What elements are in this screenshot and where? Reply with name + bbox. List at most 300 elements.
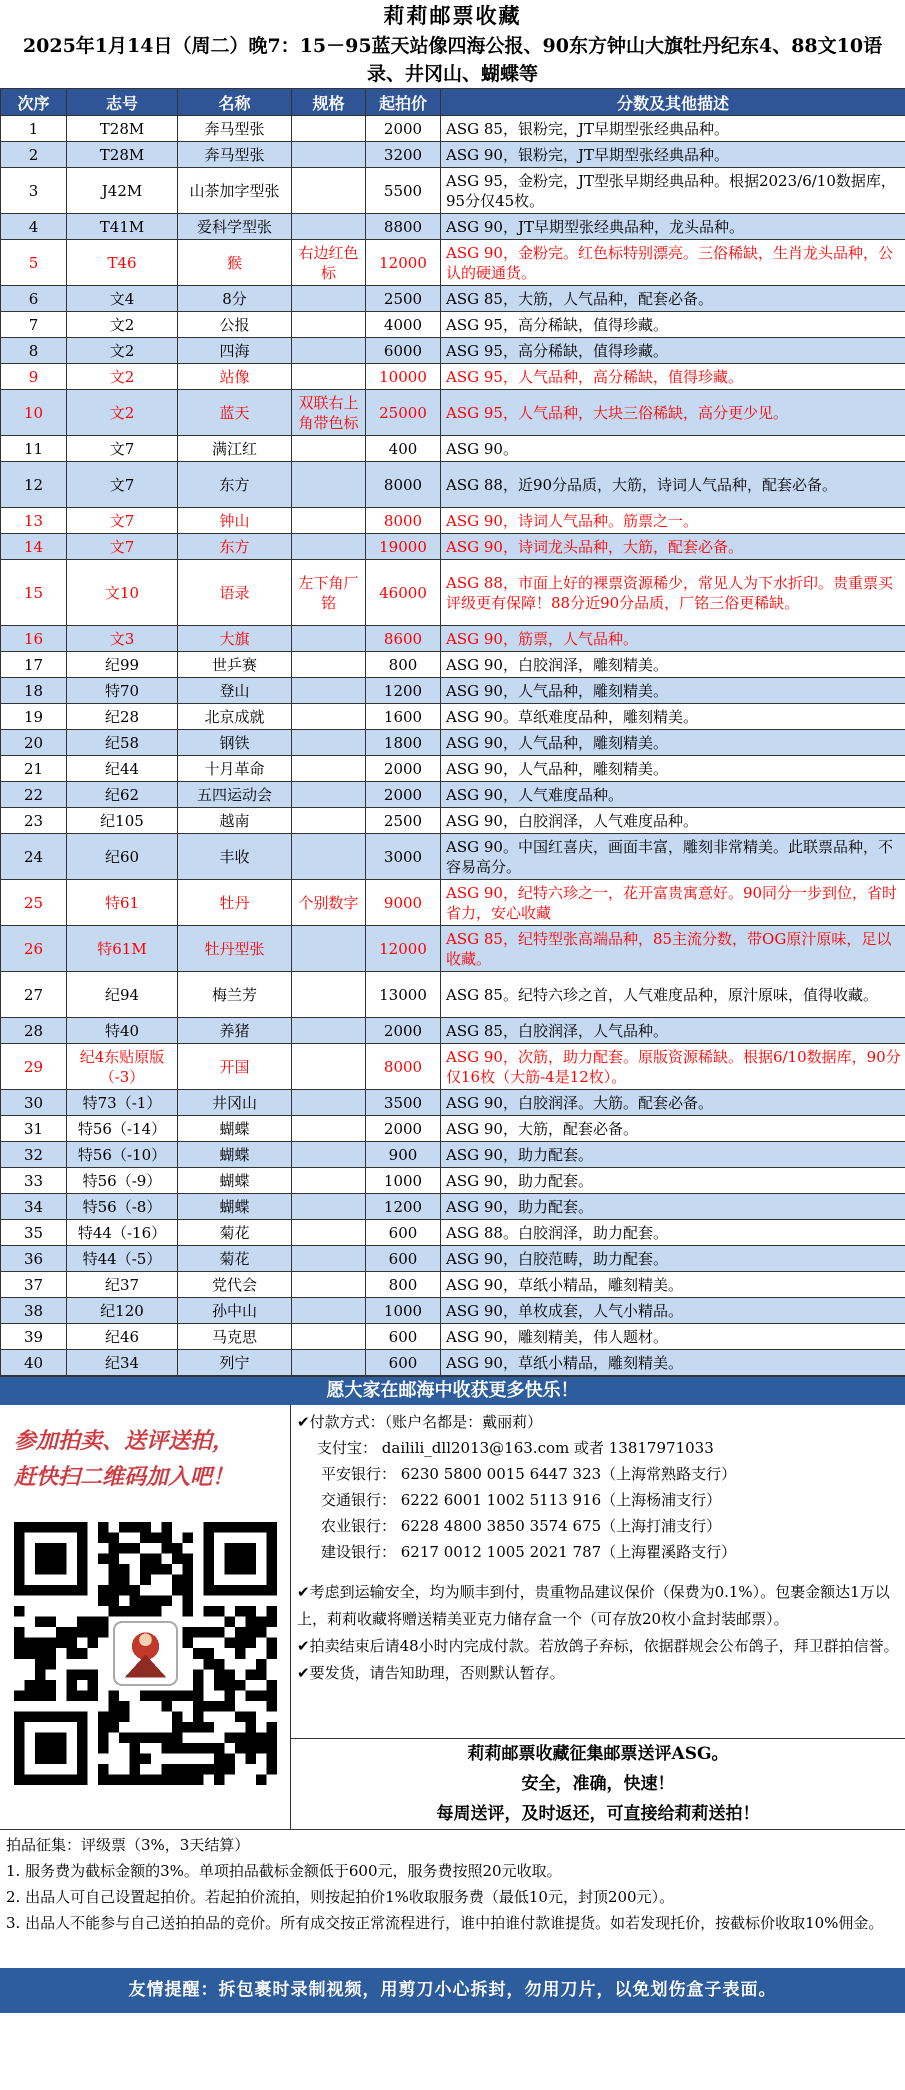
row-name: 丰收 [178,834,292,880]
row-spec [292,1298,366,1324]
row-order: 16 [1,626,67,652]
bank-line: 交通银行： 6222 6001 1002 5113 916（上海杨浦支行） [321,1491,722,1509]
row-desc: ASG 90。 [441,436,905,462]
row-price: 800 [366,1272,441,1298]
row-code: 文4 [67,286,178,312]
table-row [1,534,905,560]
table-row [1,1324,905,1350]
row-desc: ASG 90，人气品种，雕刻精美。 [441,756,905,782]
row-price: 2500 [366,286,441,312]
row-order: 29 [1,1044,67,1090]
row-code: 纪37 [67,1272,178,1298]
row-name: 8分 [178,286,292,312]
table-row [1,508,905,534]
row-code: 特56（-8） [67,1194,178,1220]
table-row [1,560,905,626]
row-name: 牡丹 [178,880,292,926]
row-order: 19 [1,704,67,730]
row-name: 钢铁 [178,730,292,756]
row-desc: ASG 90，诗词人气品种。筋票之一。 [441,508,905,534]
row-spec [292,1220,366,1246]
row-name: 越南 [178,808,292,834]
row-code: 纪34 [67,1350,178,1376]
row-price: 1600 [366,704,441,730]
row-price: 3200 [366,142,441,168]
row-spec [292,1142,366,1168]
row-order: 12 [1,462,67,508]
row-order: 38 [1,1298,67,1324]
row-price: 8000 [366,462,441,508]
row-desc: ASG 90，人气品种，雕刻精美。 [441,730,905,756]
row-code: 文7 [67,436,178,462]
row-code: 文7 [67,462,178,508]
row-spec [292,972,366,1018]
row-spec: 左下角厂铭 [292,560,366,626]
shipping-note: ✔考虑到运输安全，均为顺丰到付，贵重物品建议保价（保费为0.1%）。包裹金额达1万以上，莉莉收藏将赠送精美亚克力储存盒一个（可存放20枚小盒封装邮票）。 [297,1583,890,1628]
row-code: 文2 [67,364,178,390]
row-code: 纪120 [67,1298,178,1324]
row-name: 语录 [178,560,292,626]
row-desc: ASG 90，雕刻精美，伟人题材。 [441,1324,905,1350]
row-code: 特70 [67,678,178,704]
table-row [1,436,905,462]
bank-line: 平安银行： 6230 5800 0015 6447 323（上海常熟路支行） [321,1465,737,1483]
row-desc: ASG 90，助力配套。 [441,1194,905,1220]
row-name: 蝴蝶 [178,1142,292,1168]
row-price: 10000 [366,364,441,390]
row-code: 文2 [67,390,178,436]
row-name: 开国 [178,1044,292,1090]
row-order: 1 [1,116,67,142]
table-row [1,756,905,782]
table-row [1,240,905,286]
row-desc: ASG 88。白胶润泽，助力配套。 [441,1220,905,1246]
row-code: 特56（-14） [67,1116,178,1142]
row-spec [292,1324,366,1350]
row-code: 纪58 [67,730,178,756]
table-row [1,1246,905,1272]
row-spec [292,808,366,834]
row-spec [292,534,366,560]
table-row [1,704,905,730]
row-name: 党代会 [178,1272,292,1298]
row-code: 特56（-9） [67,1168,178,1194]
row-order: 22 [1,782,67,808]
row-desc: ASG 90，大筋，配套必备。 [441,1116,905,1142]
table-row [1,1044,905,1090]
col-header-desc: 分数及其他描述 [441,89,905,116]
row-order: 34 [1,1194,67,1220]
row-spec [292,462,366,508]
table-row [1,1018,905,1044]
auction-table [0,88,905,1376]
row-order: 17 [1,652,67,678]
table-row [1,1220,905,1246]
row-order: 39 [1,1324,67,1350]
row-price: 9000 [366,880,441,926]
row-order: 26 [1,926,67,972]
row-name: 蝴蝶 [178,1116,292,1142]
row-desc: ASG 90，纪特六珍之一，花开富贵寓意好。90同分一步到位，省时省力，安心收藏 [441,880,905,926]
row-code: 纪44 [67,756,178,782]
col-header-price: 起拍价 [366,89,441,116]
bank-line: 农业银行： 6228 4800 3850 3574 675（上海打浦支行） [321,1517,722,1535]
row-desc: ASG 90，白胶范畴，助力配套。 [441,1246,905,1272]
row-spec [292,286,366,312]
row-name: 世乒赛 [178,652,292,678]
row-spec [292,652,366,678]
row-spec [292,678,366,704]
row-desc: ASG 90，银粉完，JT早期型张经典品种。 [441,142,905,168]
row-code: 文10 [67,560,178,626]
row-price: 2500 [366,808,441,834]
row-code: 纪62 [67,782,178,808]
promo-text [0,1405,290,1495]
table-row [1,338,905,364]
auction-subtitle: 2025年1月14日（周二）晚7：15－95蓝天站像四海公报、90东方钟山大旗牡丹纪东4、88文10语录、井冈山、蝴蝶等 [22,35,883,85]
row-order: 2 [1,142,67,168]
row-order: 9 [1,364,67,390]
row-desc: ASG 90，白胶润泽，人气难度品种。 [441,808,905,834]
promo-panel [0,1405,291,1829]
row-spec [292,1168,366,1194]
asg-line-3: 每周送评，及时返还，可直接给莉莉送拍！ [436,1804,760,1824]
table-row [1,626,905,652]
table-row [1,312,905,338]
row-code: 文3 [67,626,178,652]
row-order: 36 [1,1246,67,1272]
row-code: 纪94 [67,972,178,1018]
row-price: 25000 [366,390,441,436]
promo-line-1: 参加拍卖、送评送拍， [14,1428,235,1454]
row-order: 28 [1,1018,67,1044]
row-spec: 双联右上角带色标 [292,390,366,436]
row-order: 14 [1,534,67,560]
row-order: 32 [1,1142,67,1168]
row-name: 四海 [178,338,292,364]
row-name: 钟山 [178,508,292,534]
table-row [1,364,905,390]
row-spec: 右边红色标 [292,240,366,286]
asg-line-1: 莉莉邮票收藏征集邮票送评ASG。 [467,1744,729,1764]
delivery-note: ✔要发货，请告知助理，否则默认暂存。 [297,1664,565,1682]
row-code: 文2 [67,312,178,338]
row-price: 2000 [366,1018,441,1044]
row-name: 猴 [178,240,292,286]
row-spec [292,626,366,652]
row-price: 600 [366,1246,441,1272]
row-order: 37 [1,1272,67,1298]
row-name: 东方 [178,534,292,560]
row-price: 8000 [366,1044,441,1090]
row-price: 600 [366,1324,441,1350]
table-row [1,214,905,240]
row-order: 6 [1,286,67,312]
row-desc: ASG 90，筋票，人气品种。 [441,626,905,652]
table-row [1,390,905,436]
row-name: 牡丹型张 [178,926,292,972]
row-desc: ASG 90，诗词龙头品种，大筋，配套必备。 [441,534,905,560]
row-spec [292,142,366,168]
row-price: 600 [366,1220,441,1246]
table-row [1,678,905,704]
row-desc: ASG 90，草纸小精品，雕刻精美。 [441,1350,905,1376]
row-name: 站像 [178,364,292,390]
row-spec [292,168,366,214]
row-name: 满江红 [178,436,292,462]
row-name: 井冈山 [178,1090,292,1116]
row-spec [292,756,366,782]
row-name: 五四运动会 [178,782,292,808]
row-name: 菊花 [178,1220,292,1246]
row-code: 特44（-16） [67,1220,178,1246]
row-desc: ASG 90，金粉完。红色标特别漂亮。三俗稀缺，生肖龙头品种，公认的硬通货。 [441,240,905,286]
row-desc: ASG 90，人气难度品种。 [441,782,905,808]
row-spec [292,364,366,390]
row-desc: ASG 95，高分稀缺，值得珍藏。 [441,312,905,338]
rule-item: 3. 出品人不能参与自己送拍拍品的竞价。所有成交按正常流程进行，谁中拍谁付款谁提货。如若发现托价，按截标价收取10%佣金。 [6,1914,884,1932]
row-order: 24 [1,834,67,880]
row-desc: ASG 85。纪特六珍之首，人气难度品种，原汁原味，值得收藏。 [441,972,905,1018]
row-price: 2000 [366,116,441,142]
row-name: 山茶加字型张 [178,168,292,214]
row-code: 纪60 [67,834,178,880]
table-row [1,168,905,214]
row-code: 特73（-1） [67,1090,178,1116]
asg-line-2: 安全，准确，快速！ [521,1774,675,1794]
col-header-order: 次序 [1,89,67,116]
row-desc: ASG 85，银粉完，JT早期型张经典品种。 [441,116,905,142]
table-row [1,926,905,972]
row-order: 15 [1,560,67,626]
row-spec [292,1044,366,1090]
row-desc: ASG 95，高分稀缺，值得珍藏。 [441,338,905,364]
row-desc: ASG 88，市面上好的裸票资源稀少，常见人为下水折印。贵重票买评级更有保障！88分近90分品质，厂铭三俗更稀缺。 [441,560,905,626]
row-name: 公报 [178,312,292,338]
row-price: 3000 [366,834,441,880]
row-code: 文2 [67,338,178,364]
row-order: 13 [1,508,67,534]
row-order: 11 [1,436,67,462]
row-price: 1200 [366,678,441,704]
row-order: 10 [1,390,67,436]
table-row [1,1350,905,1376]
col-header-spec: 规格 [292,89,366,116]
row-code: T46 [67,240,178,286]
row-price: 4000 [366,312,441,338]
row-desc: ASG 90，白胶润泽，雕刻精美。 [441,652,905,678]
row-code: 文7 [67,534,178,560]
row-price: 2000 [366,756,441,782]
row-price: 2000 [366,1116,441,1142]
row-desc: ASG 85，白胶润泽，人气品种。 [441,1018,905,1044]
row-price: 900 [366,1142,441,1168]
row-price: 1000 [366,1168,441,1194]
row-price: 5500 [366,168,441,214]
row-price: 1000 [366,1298,441,1324]
row-desc: ASG 88，近90分品质，大筋，诗词人气品种，配套必备。 [441,462,905,508]
rule-item: 2. 出品人可自己设置起拍价。若起拍价流拍，则按起拍价1%收取服务费（最低10元，封顶200元）。 [6,1888,675,1906]
row-spec [292,1116,366,1142]
row-name: 爱科学型张 [178,214,292,240]
row-name: 登山 [178,678,292,704]
greeting-banner: 愿大家在邮海中收获更多快乐！ [0,1376,905,1405]
payment-deadline-note: ✔拍卖结束后请48小时内完成付款。若放鸽子弃标，依据群规会公布鸽子，拜卫群拍信誉。 [297,1637,899,1655]
row-order: 40 [1,1350,67,1376]
row-spec [292,508,366,534]
row-code: 纪46 [67,1324,178,1350]
row-desc: ASG 90，白胶润泽。大筋。配套必备。 [441,1090,905,1116]
row-price: 12000 [366,240,441,286]
table-row [1,142,905,168]
row-name: 蝴蝶 [178,1168,292,1194]
row-desc: ASG 85，纪特型张高端品种，85主流分数，带OG原汁原味，足以收藏。 [441,926,905,972]
row-code: 纪4东贴原版（-3） [67,1044,178,1090]
row-name: 马克思 [178,1324,292,1350]
row-price: 12000 [366,926,441,972]
rules-section [0,1830,905,1968]
rules-title: 拍品征集：评级票（3%，3天结算） [6,1836,250,1854]
payment-panel [291,1405,905,1738]
asg-promo [291,1738,905,1829]
row-spec [292,1246,366,1272]
bank-line: 建设银行： 6217 0012 1005 2021 787（上海瞿溪路支行） [321,1543,737,1561]
row-price: 1800 [366,730,441,756]
row-spec [292,214,366,240]
row-spec [292,1194,366,1220]
row-name: 列宁 [178,1350,292,1376]
rule-item: 1. 服务费为截标金额的3%。单项拍品截标金额低于600元，服务费按照20元收取。 [6,1862,562,1880]
row-code: 纪105 [67,808,178,834]
page-title: 莉莉邮票收藏 [383,3,522,28]
row-price: 1200 [366,1194,441,1220]
row-spec [292,312,366,338]
row-order: 27 [1,972,67,1018]
table-row [1,652,905,678]
row-order: 4 [1,214,67,240]
row-order: 3 [1,168,67,214]
row-code: 特61 [67,880,178,926]
row-order: 18 [1,678,67,704]
row-desc: ASG 90，人气品种，雕刻精美。 [441,678,905,704]
row-desc: ASG 90，次筋，助力配套。原版资源稀缺。根据6/10数据库，90分仅16枚（大筋-4是12枚）。 [441,1044,905,1090]
table-row [1,808,905,834]
qr-code-icon[interactable] [14,1522,277,1785]
row-price: 46000 [366,560,441,626]
row-name: 奔马型张 [178,142,292,168]
row-name: 奔马型张 [178,116,292,142]
row-code: 特61M [67,926,178,972]
payment-title: ✔付款方式：（账户名都是：戴丽莉） [297,1413,543,1431]
row-name: 东方 [178,462,292,508]
row-desc: ASG 90，助力配套。 [441,1142,905,1168]
table-row [1,1298,905,1324]
table-row [1,730,905,756]
row-order: 31 [1,1116,67,1142]
row-code: 特44（-5） [67,1246,178,1272]
row-order: 8 [1,338,67,364]
table-row [1,462,905,508]
row-spec [292,1090,366,1116]
row-order: 23 [1,808,67,834]
row-spec [292,116,366,142]
row-desc: ASG 95，金粉完，JT型张早期经典品种。根据2023/6/10数据库，95分仅45枚。 [441,168,905,214]
table-row [1,1142,905,1168]
promo-line-2: 赶快扫二维码加入吧！ [14,1464,235,1490]
row-name: 蓝天 [178,390,292,436]
row-desc: ASG 90，单枚成套，人气小精品。 [441,1298,905,1324]
table-row [1,880,905,926]
row-name: 大旗 [178,626,292,652]
table-row [1,116,905,142]
row-price: 800 [366,652,441,678]
table-row [1,1090,905,1116]
row-code: 文7 [67,508,178,534]
row-spec [292,730,366,756]
row-name: 梅兰芳 [178,972,292,1018]
row-spec: 个别数字 [292,880,366,926]
row-price: 3500 [366,1090,441,1116]
table-row [1,1116,905,1142]
row-spec [292,926,366,972]
row-order: 30 [1,1090,67,1116]
row-price: 8000 [366,508,441,534]
reminder-banner: 友情提醒：拆包裹时录制视频，用剪刀小心拆封，勿用刀片，以免划伤盒子表面。 [0,1968,905,2013]
row-price: 600 [366,1350,441,1376]
table-row [1,1194,905,1220]
row-name: 北京成就 [178,704,292,730]
row-desc: ASG 95，人气品种，大块三俗稀缺，高分更少见。 [441,390,905,436]
row-spec [292,1272,366,1298]
row-code: T41M [67,214,178,240]
row-order: 33 [1,1168,67,1194]
row-code: 纪99 [67,652,178,678]
row-spec [292,782,366,808]
row-spec [292,834,366,880]
row-name: 孙中山 [178,1298,292,1324]
alipay-line: 支付宝： dailili_dll2013@163.com 或者 13817971033 [317,1439,714,1457]
row-code: J42M [67,168,178,214]
row-price: 6000 [366,338,441,364]
row-desc: ASG 85，大筋，人气品种，配套必备。 [441,286,905,312]
row-price: 8800 [366,214,441,240]
col-header-code: 志号 [67,89,178,116]
row-price: 2000 [366,782,441,808]
table-row [1,782,905,808]
info-section [0,1405,905,1830]
header [0,0,905,88]
row-name: 十月革命 [178,756,292,782]
row-spec [292,436,366,462]
row-code: 特40 [67,1018,178,1044]
row-name: 菊花 [178,1246,292,1272]
table-row [1,1168,905,1194]
row-price: 13000 [366,972,441,1018]
row-code: T28M [67,116,178,142]
row-desc: ASG 90，助力配套。 [441,1168,905,1194]
row-spec [292,1018,366,1044]
row-desc: ASG 90。草纸难度品种，雕刻精美。 [441,704,905,730]
row-spec [292,704,366,730]
row-name: 蝴蝶 [178,1194,292,1220]
table-header-row [1,89,905,116]
row-price: 400 [366,436,441,462]
col-header-name: 名称 [178,89,292,116]
table-row [1,1272,905,1298]
row-order: 5 [1,240,67,286]
row-code: 特56（-10） [67,1142,178,1168]
row-desc: ASG 95，人气品种，高分稀缺，值得珍藏。 [441,364,905,390]
